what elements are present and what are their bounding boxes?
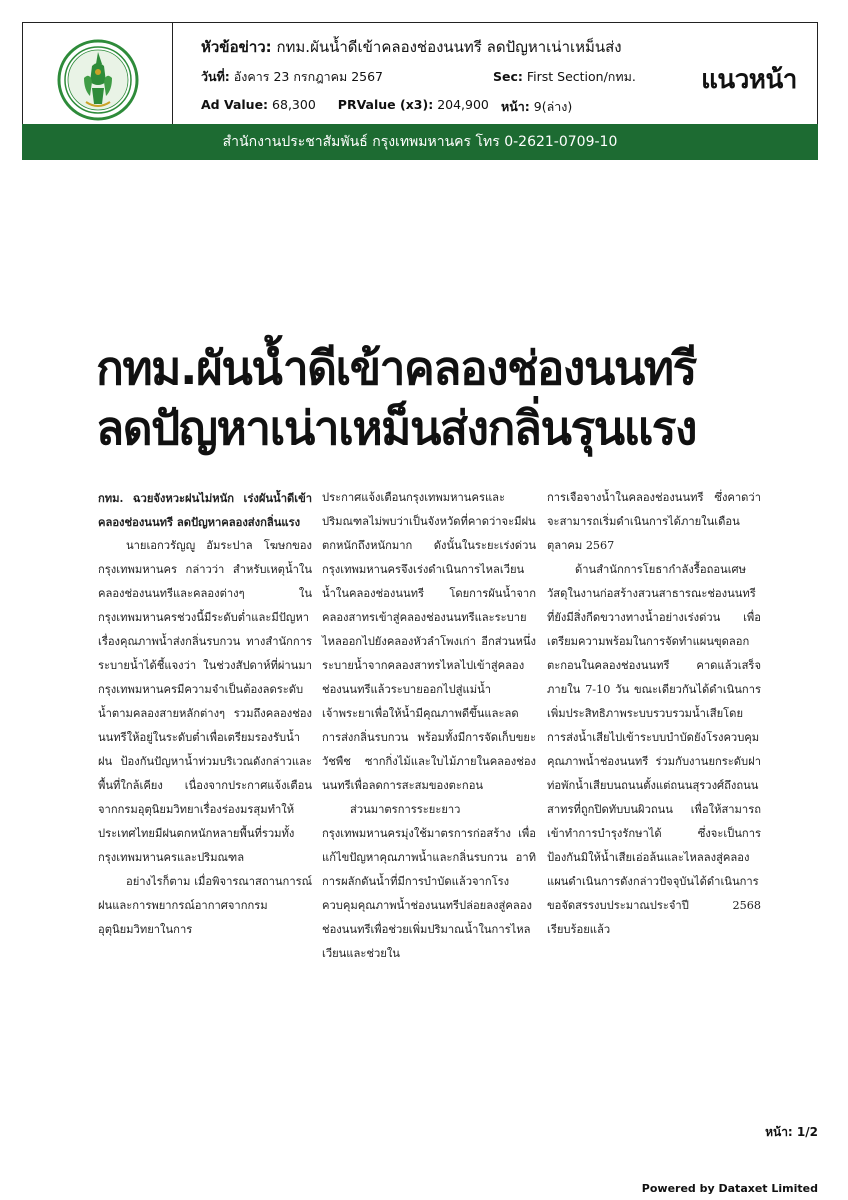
- office-bar: [22, 124, 818, 160]
- article-headline: [96, 338, 776, 458]
- clipping-header: [22, 22, 818, 138]
- article-column-2: [322, 486, 536, 966]
- source-cell: [681, 23, 817, 136]
- section-label: Sec:: [493, 69, 523, 84]
- newspaper-name: แนวหน้า: [701, 65, 797, 95]
- ad-value: 68,300: [272, 97, 316, 112]
- pr-value: 204,900: [437, 97, 489, 112]
- article-column-3: [547, 486, 761, 942]
- article-paragraph: อย่างไรก็ตาม เมื่อพิจารณาสถานการณ์ฝนและการพยากรณ์อากาศจากกรมอุตุนิยมวิทยาในการ: [98, 875, 312, 936]
- clipping-meta: [201, 23, 681, 136]
- section-value: First Section/กทม.: [526, 69, 636, 84]
- article-paragraph: ส่วนมาตรการระยะยาว กรุงเทพมหานครมุ่งใช้มาตรการก่อสร้าง เพื่อแก้ไขปัญหาคุณภาพน้ำและกลิ่นรบกวน อาทิ การผลักดันน้ำที่มีการบำบัดแล้วจากโรงควบคุมคุณภาพน้ำช่องนนทรีปล่อยลงสู่คลองช่องนนทรีเพื่อช่วยเพิ่มปริมาณน้ำในการไหลเวียนและช่วยใน: [322, 803, 536, 960]
- headline-value: กทม.ผันน้ำดีเข้าคลองช่องนนทรี ลดปัญหาเน่าเหม็นส่ง: [276, 38, 622, 56]
- headline-line-2: ลดปัญหาเน่าเหม็นส่งกลิ่นรุนแรง: [96, 401, 696, 455]
- bangkok-city-seal-icon: [56, 38, 140, 122]
- date-label: วันที่:: [201, 69, 230, 84]
- headline-line-1: กทม.ผันน้ำดีเข้าคลองช่องนนทรี: [96, 341, 696, 395]
- article-column-1: [98, 486, 312, 942]
- office-contact: สำนักงานประชาสัมพันธ์ กรุงเทพมหานคร โทร 0-2621-0709-10: [222, 134, 618, 150]
- powered-by: Powered by Dataxet Limited: [641, 1182, 818, 1195]
- ad-value-label: Ad Value:: [201, 97, 269, 112]
- logo-cell: [23, 23, 173, 136]
- article-lead: กทม. ฉวยจังหวะฝนไม่หนัก เร่งผันน้ำดีเข้าคลองช่องนนทรี ลดปัญหาคลองส่งกลิ่นแรง: [98, 491, 312, 529]
- page-count: หน้า: 1/2: [765, 1125, 818, 1139]
- headline-row: [201, 35, 681, 59]
- page-label: หน้า:: [501, 99, 530, 114]
- date-row: [201, 67, 383, 87]
- section-row: [493, 67, 636, 87]
- pr-value-label: PRValue (x3):: [337, 97, 434, 112]
- article-paragraph: ประกาศแจ้งเตือนกรุงเทพมหานครและปริมณฑลไม่พบว่าเป็นจังหวัดที่คาดว่าจะมีฝนตกหนักถึงหนักมาก ดังนั้นในระยะเร่งด่วนกรุงเทพมหานครจึงเร่งดำเนินการไหลเวียนน้ำในคลองช่องนนทรี โดยการผันน้ำจากคลองสาทรเข้าสู่คลองช่องนนทรีและระบายไหลออกไปยังคลองหัวลำโพงเก่า อีกส่วนหนึ่งระบายน้ำจากคลองสาทรไหลไปเข้าสู่คลองช่องนนทรีแล้วระบายออกไปสู่แม่น้ำเจ้าพระยาเพื่อให้น้ำมีคุณภาพดีขึ้นและลดการส่งกลิ่นรบกวน พร้อมทั้งมีการจัดเก็บขยะ วัชพืช ซากกิ่งไม้และใบไม้ภายในคลองช่องนนทรีเพื่อลดการสะสมของตะกอน: [322, 491, 536, 792]
- article-paragraph: ด้านสำนักการโยธากำลังรื้อถอนเศษวัสดุในงานก่อสร้างสวนสาธารณะช่องนนทรีที่ยังมีสิ่งกีดขวางทางน้ำอย่างเร่งด่วน เพื่อเตรียมความพร้อมในการจัดทำแผนขุดลอกตะกอนในคลองช่องนนทรี คาดแล้วเสร็จภายใน 7-10 วัน ขณะเดียวกันได้ดำเนินการเพิ่มประสิทธิภาพระบบรวบรวมน้ำเสียโดยการส่งน้ำเสียไปเข้าระบบบำบัดยังโรงควบคุมคุณภาพน้ำช่องนนทรี ร่วมกับงานยกระดับฝาท่อพักน้ำเสียบนถนนตั้งแต่ถนนสุรวงศ์ถึงถนนสาทรที่ถูกปิดทับบนผิวถนน เพื่อให้สามารถเข้าทำการบำรุงรักษาได้ ซึ่งจะเป็นการป้องกันมิให้น้ำเสียเอ่อล้นและไหลลงสู่คลอง แผนดำเนินการดังกล่าวปัจจุบันได้ดำเนินการขอจัดสรรงบประมาณประจำปี 2568 เรียบร้อยแล้ว: [547, 563, 761, 936]
- article-paragraph: นายเอกวรัญญู อัมระปาล โฆษกของกรุงเทพมหานคร กล่าวว่า สำหรับเหตุน้ำในคลองช่องนนทรีและคลองต่างๆ ในกรุงเทพมหานครช่วงนี้มีระดับต่ำและมีปัญหาเรื่องคุณภาพน้ำส่งกลิ่นรบกวน ทางสำนักการระบายน้ำได้ชี้แจงว่า ในช่วงสัปดาห์ที่ผ่านมากรุงเทพมหานครมีความจำเป็นต้องลดระดับน้ำตามคลองสายหลักต่างๆ รวมถึงคลองช่องนนทรีให้อยู่ในระดับต่ำเพื่อเตรียมรองรับน้ำฝน ป้องกันปัญหาน้ำท่วมบริเวณดังกล่าวและพื้นที่ใกล้เคียง เนื่องจากประกาศแจ้งเตือนจากกรมอุตุนิยมวิทยาเรื่องร่องมรสุมทำให้ประเทศไทยมีฝนตกหนักหลายพื้นที่รวมทั้งกรุงเทพมหานครและปริมณฑล: [98, 539, 312, 864]
- article-paragraph: การเจือจางน้ำในคลองช่องนนทรี ซึ่งคาดว่าจะสามารถเริ่มดำเนินการได้ภายในเดือนตุลาคม 2567: [547, 491, 761, 552]
- value-row: [201, 97, 489, 112]
- date-value: อังคาร 23 กรกฎาคม 2567: [233, 69, 384, 84]
- headline-label: หัวข้อข่าว:: [201, 38, 272, 56]
- page-row: [501, 97, 572, 117]
- page-value: 9(ล่าง): [533, 99, 573, 114]
